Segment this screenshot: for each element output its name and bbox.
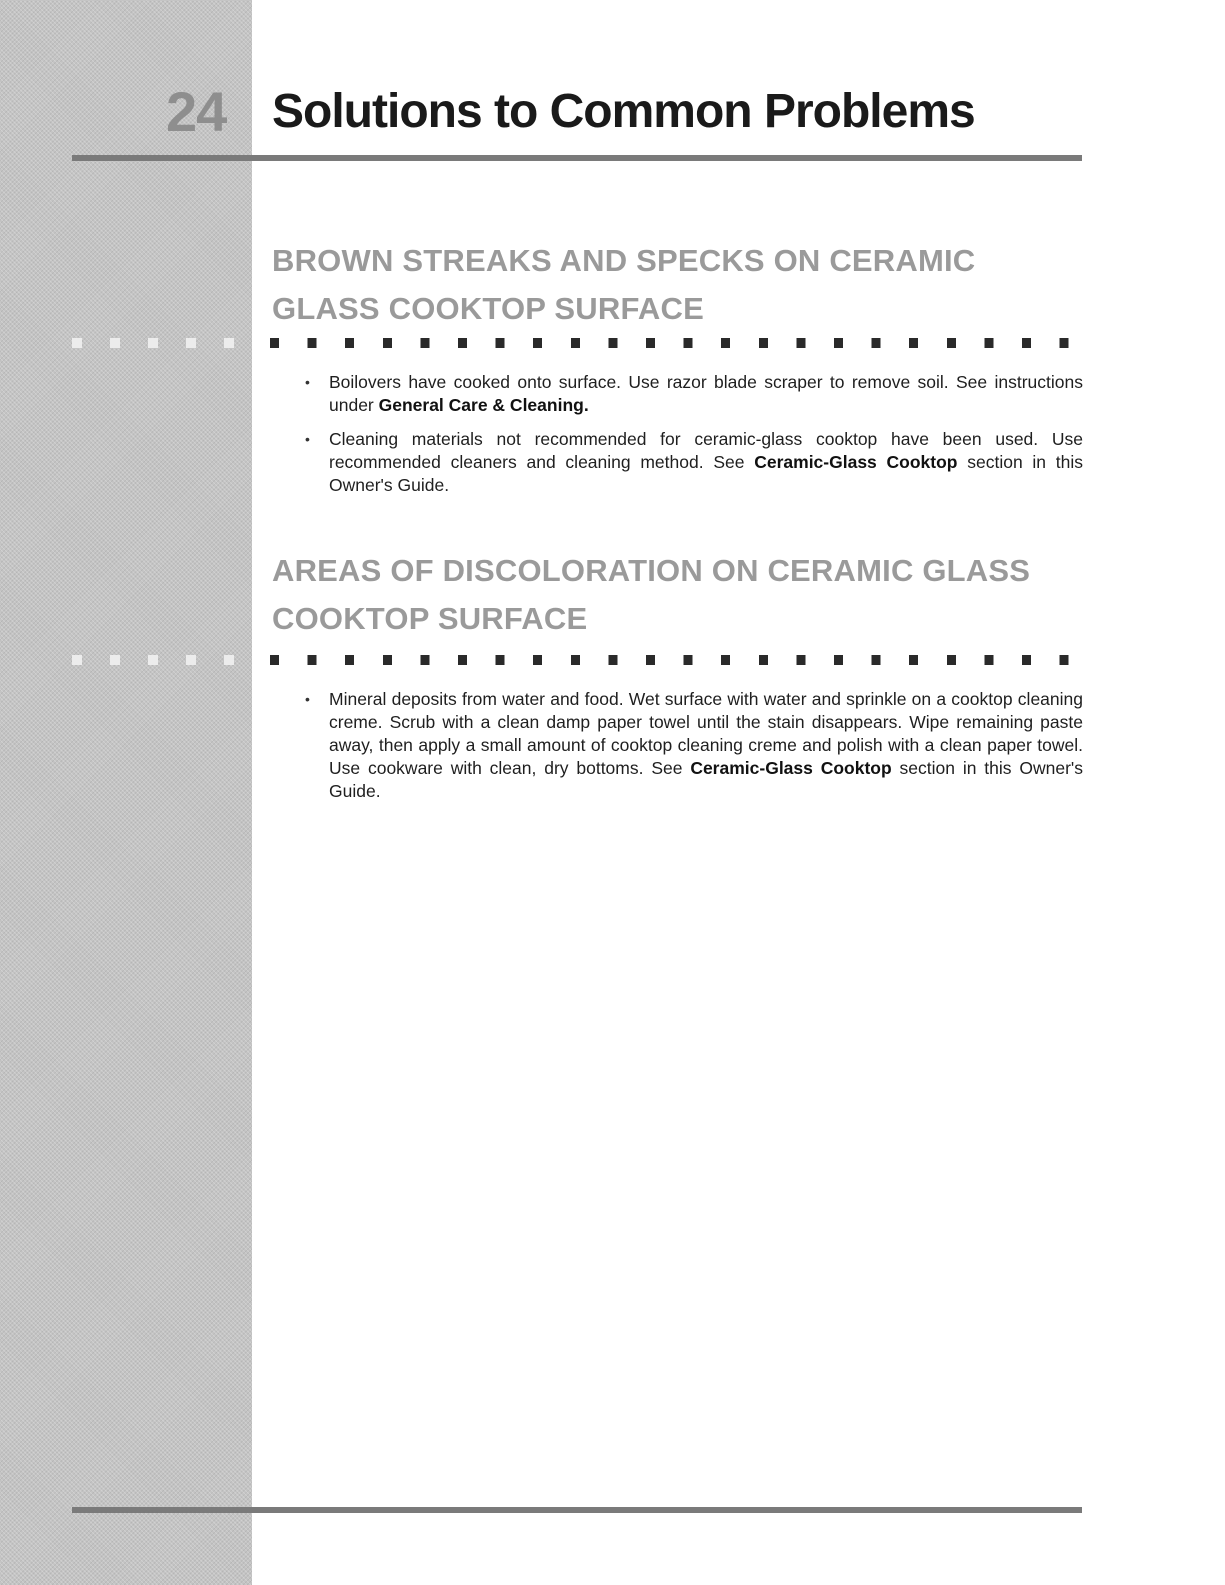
list-item <box>305 371 1083 417</box>
divider-dots <box>270 655 1082 665</box>
bullet-text: Boilovers have cooked onto surface. Use razor blade scraper to remove soil. See instructions under <box>329 372 1083 415</box>
bullet-text-after: section in this Owner's Guide. <box>329 452 1084 495</box>
list-item <box>305 688 1083 803</box>
bullet-text: Cleaning materials not recommended for ceramic-glass cooktop have been used. Use recommended cleaners and cleaning method. See <box>329 429 1083 472</box>
bullet-bold-text: Ceramic-Glass Cooktop <box>690 758 892 778</box>
sidebar-band <box>0 0 252 1585</box>
header-divider <box>72 155 1082 161</box>
bullet-bold-text: Ceramic-Glass Cooktop <box>754 452 958 472</box>
page-title: Solutions to Common Problems <box>272 85 975 138</box>
bullet-text-after: section in this Owner's Guide. <box>329 758 1083 801</box>
section-divider-dots <box>72 338 1082 348</box>
list-item <box>305 428 1083 497</box>
bullet-bold-text: General Care & Cleaning. <box>378 395 589 415</box>
sidebar-dots <box>72 655 252 665</box>
sidebar-dots <box>72 338 252 348</box>
section-heading-discoloration: AREAS OF DISCOLORATION ON CERAMIC GLASS COOKTOP SURFACE <box>272 553 1031 636</box>
bullet-text: Mineral deposits from water and food. Wet surface with water and sprinkle on a cooktop cleaning creme. Scrub with a clean damp paper towel until the stain disappears. Wipe remaining paste away, then apply a small amount of cooktop cleaning creme and polish with a clean paper towel. Use cookware with clean, dry bottoms. See <box>329 689 1083 778</box>
page-number: 24 <box>166 80 227 143</box>
section-heading-brown-streaks: BROWN STREAKS AND SPECKS ON CERAMIC GLASS COOKTOP SURFACE <box>272 243 976 326</box>
bullet-list-discoloration <box>305 688 1083 814</box>
section-divider-dots <box>72 655 1082 665</box>
divider-dots <box>270 338 1082 348</box>
footer-divider <box>72 1507 1082 1513</box>
bullet-list-brown-streaks <box>305 371 1083 508</box>
